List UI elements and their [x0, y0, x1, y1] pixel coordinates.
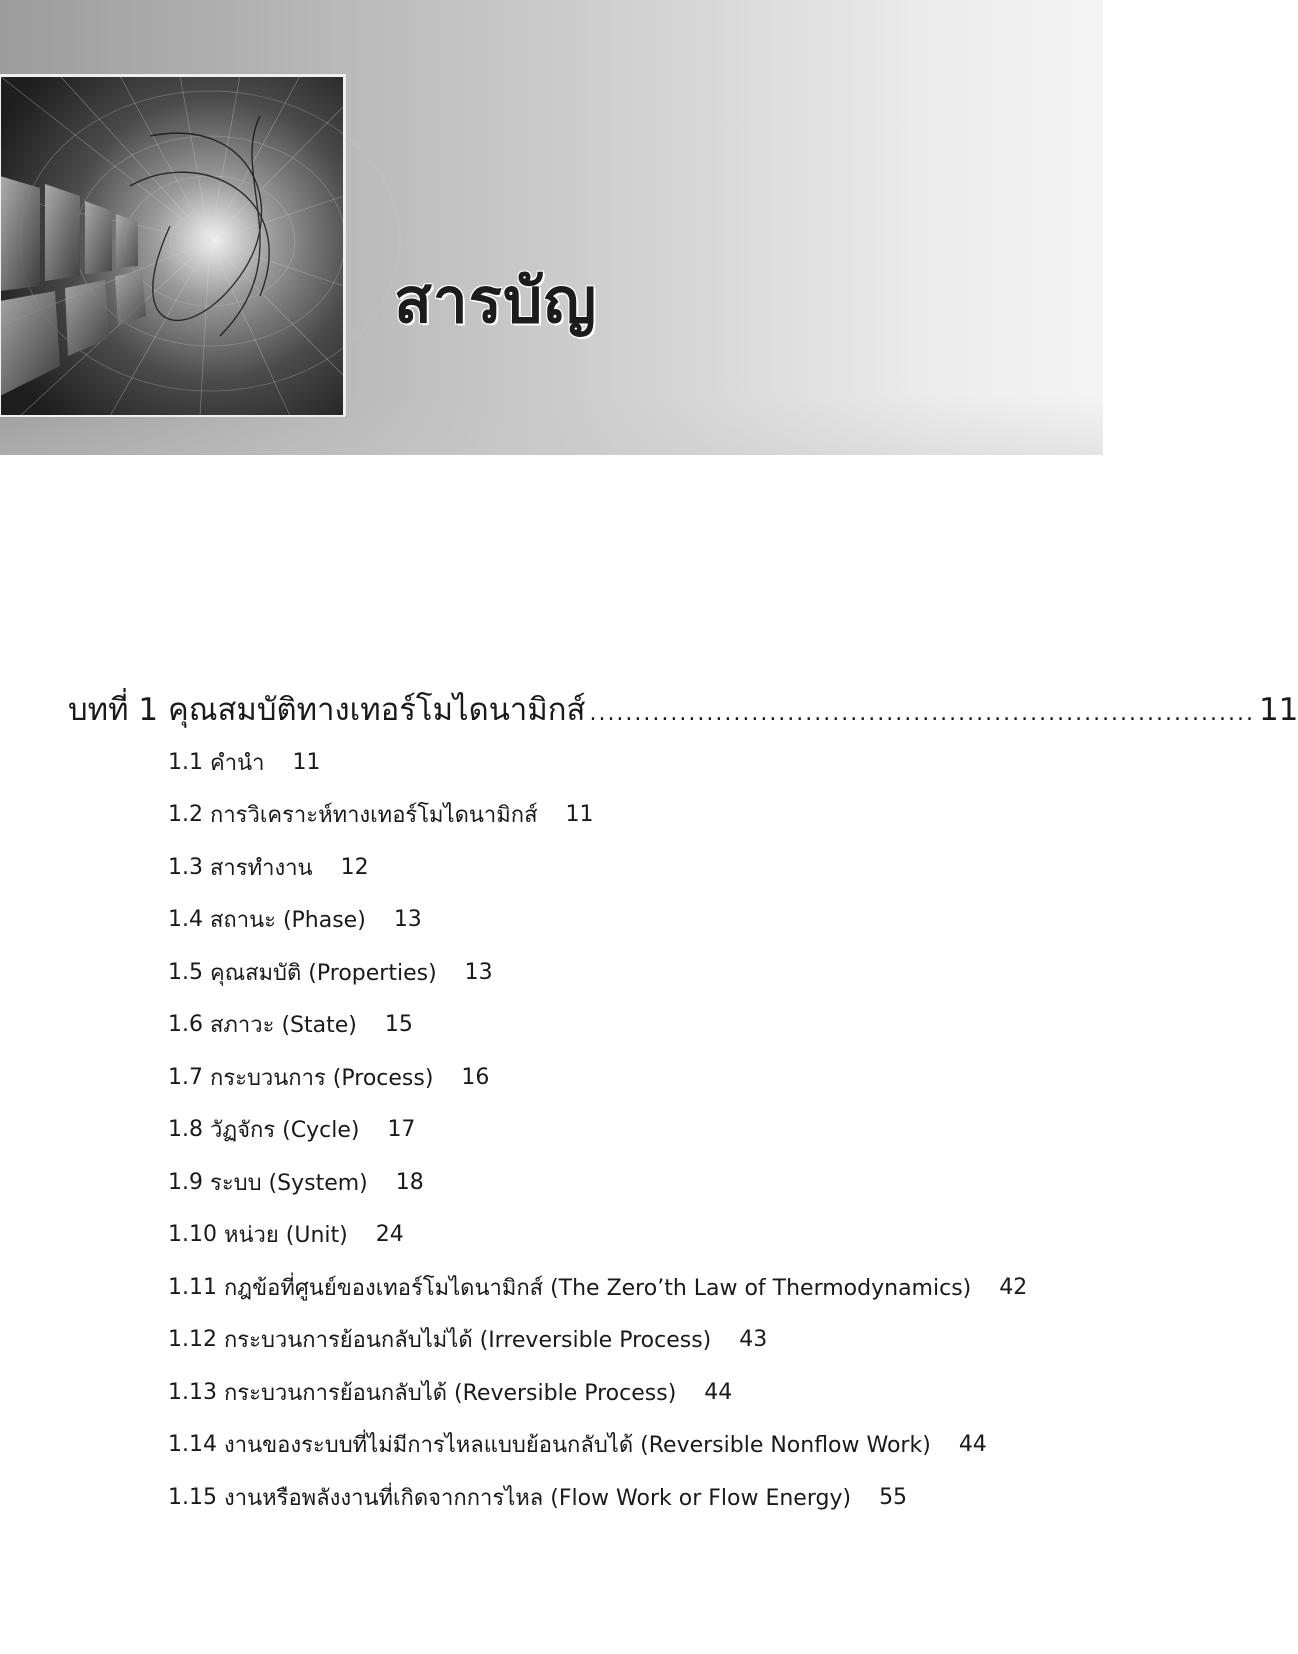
toc-entry: [168, 894, 1068, 947]
toc-entry-number: 1.2: [168, 802, 203, 828]
dot-leader: ..........................................................................: [589, 701, 1255, 726]
toc-entry-title: ระบบ (System): [210, 1170, 368, 1196]
toc-entry: [168, 1156, 1068, 1209]
toc-entry: [168, 1471, 1068, 1524]
toc-entry-title: กระบวนการ (Process): [210, 1065, 434, 1091]
toc-entry-page: 44: [704, 1379, 733, 1405]
toc-entry-page: 24: [375, 1222, 404, 1248]
toc-entry: [168, 736, 1068, 789]
toc-entry: [168, 1366, 1068, 1419]
toc-entry-page: 13: [464, 959, 493, 985]
toc-entry: [168, 1314, 1068, 1367]
toc-entry-number: 1.4: [168, 907, 203, 933]
toc-entry-title: กระบวนการย้อนกลับไม่ได้ (Irreversible Process): [223, 1328, 712, 1354]
toc-entry-title: กฎข้อที่ศูนย์ของเทอร์โมไดนามิกส์ (The Zero’th Law of Thermodynamics): [223, 1275, 972, 1301]
toc-entry-title: วัฏจักร (Cycle): [210, 1118, 360, 1144]
toc-entry-title: คำนำ: [210, 750, 265, 776]
toc-entry-number: 1.1: [168, 749, 203, 775]
chapter-heading: [68, 684, 1298, 734]
toc-entry: [168, 1209, 1068, 1262]
toc-entry-number: 1.11: [168, 1274, 217, 1300]
toc-entry-number: 1.14: [168, 1432, 217, 1458]
toc-entry-number: 1.5: [168, 959, 203, 985]
toc-entry-page: 15: [384, 1012, 413, 1038]
toc-entry: [168, 1261, 1068, 1314]
toc-entry-page: 42: [999, 1274, 1028, 1300]
toc-entry: [168, 946, 1068, 999]
toc-entry-number: 1.8: [168, 1117, 203, 1143]
toc-entry-number: 1.9: [168, 1169, 203, 1195]
toc-entry-page: 16: [461, 1064, 490, 1090]
toc-entry-title: กระบวนการย้อนกลับได้ (Reversible Process): [223, 1380, 677, 1406]
chapter-page-number: 11: [1258, 692, 1298, 728]
toc-entry-number: 1.6: [168, 1012, 203, 1038]
toc-entry-number: 1.15: [168, 1484, 217, 1510]
toc-entry: [168, 841, 1068, 894]
toc-entry-title: สภาวะ (State): [210, 1013, 357, 1039]
chapter-title: บทที่ 1 คุณสมบัติทางเทอร์โมไดนามิกส์: [68, 692, 586, 728]
toc-entry-title: การวิเคราะห์ทางเทอร์โมไดนามิกส์: [210, 803, 538, 829]
toc-entry-page: 13: [393, 907, 422, 933]
cover-image: [0, 74, 346, 416]
toc-entry-title: หน่วย (Unit): [223, 1223, 348, 1249]
toc-entry: [168, 1419, 1068, 1472]
toc-entry-title: งานของระบบที่ไม่มีการไหลแบบย้อนกลับได้ (Reversible Nonflow Work): [223, 1433, 931, 1459]
toc-entry-page: 17: [387, 1117, 416, 1143]
toc-entry-page: 11: [565, 802, 594, 828]
toc-entry-number: 1.13: [168, 1379, 217, 1405]
toc-entry-number: 1.7: [168, 1064, 203, 1090]
toc-entry-page: 18: [395, 1169, 424, 1195]
toc-entry-page: 43: [739, 1327, 768, 1353]
toc-entry: [168, 1051, 1068, 1104]
toc-entry-title: คุณสมบัติ (Properties): [210, 960, 437, 986]
toc-entry: [168, 1104, 1068, 1157]
toc-entry-number: 1.12: [168, 1327, 217, 1353]
page-title: สารบัญ: [394, 264, 598, 337]
toc-entry-title: งานหรือพลังงานที่เกิดจากการไหล (Flow Work or Flow Energy): [223, 1485, 852, 1511]
toc-list: [168, 736, 1068, 1524]
toc-entry-title: สถานะ (Phase): [210, 908, 366, 934]
toc-entry-number: 1.10: [168, 1222, 217, 1248]
toc-entry: [168, 999, 1068, 1052]
toc-entry-number: 1.3: [168, 854, 203, 880]
toc-entry-page: 44: [958, 1432, 987, 1458]
toc-entry: [168, 789, 1068, 842]
toc-entry-page: 12: [340, 854, 369, 880]
toc-entry-page: 55: [879, 1484, 908, 1510]
toc-entry-page: 11: [292, 749, 321, 775]
toc-entry-title: สารทำงาน: [210, 855, 313, 881]
